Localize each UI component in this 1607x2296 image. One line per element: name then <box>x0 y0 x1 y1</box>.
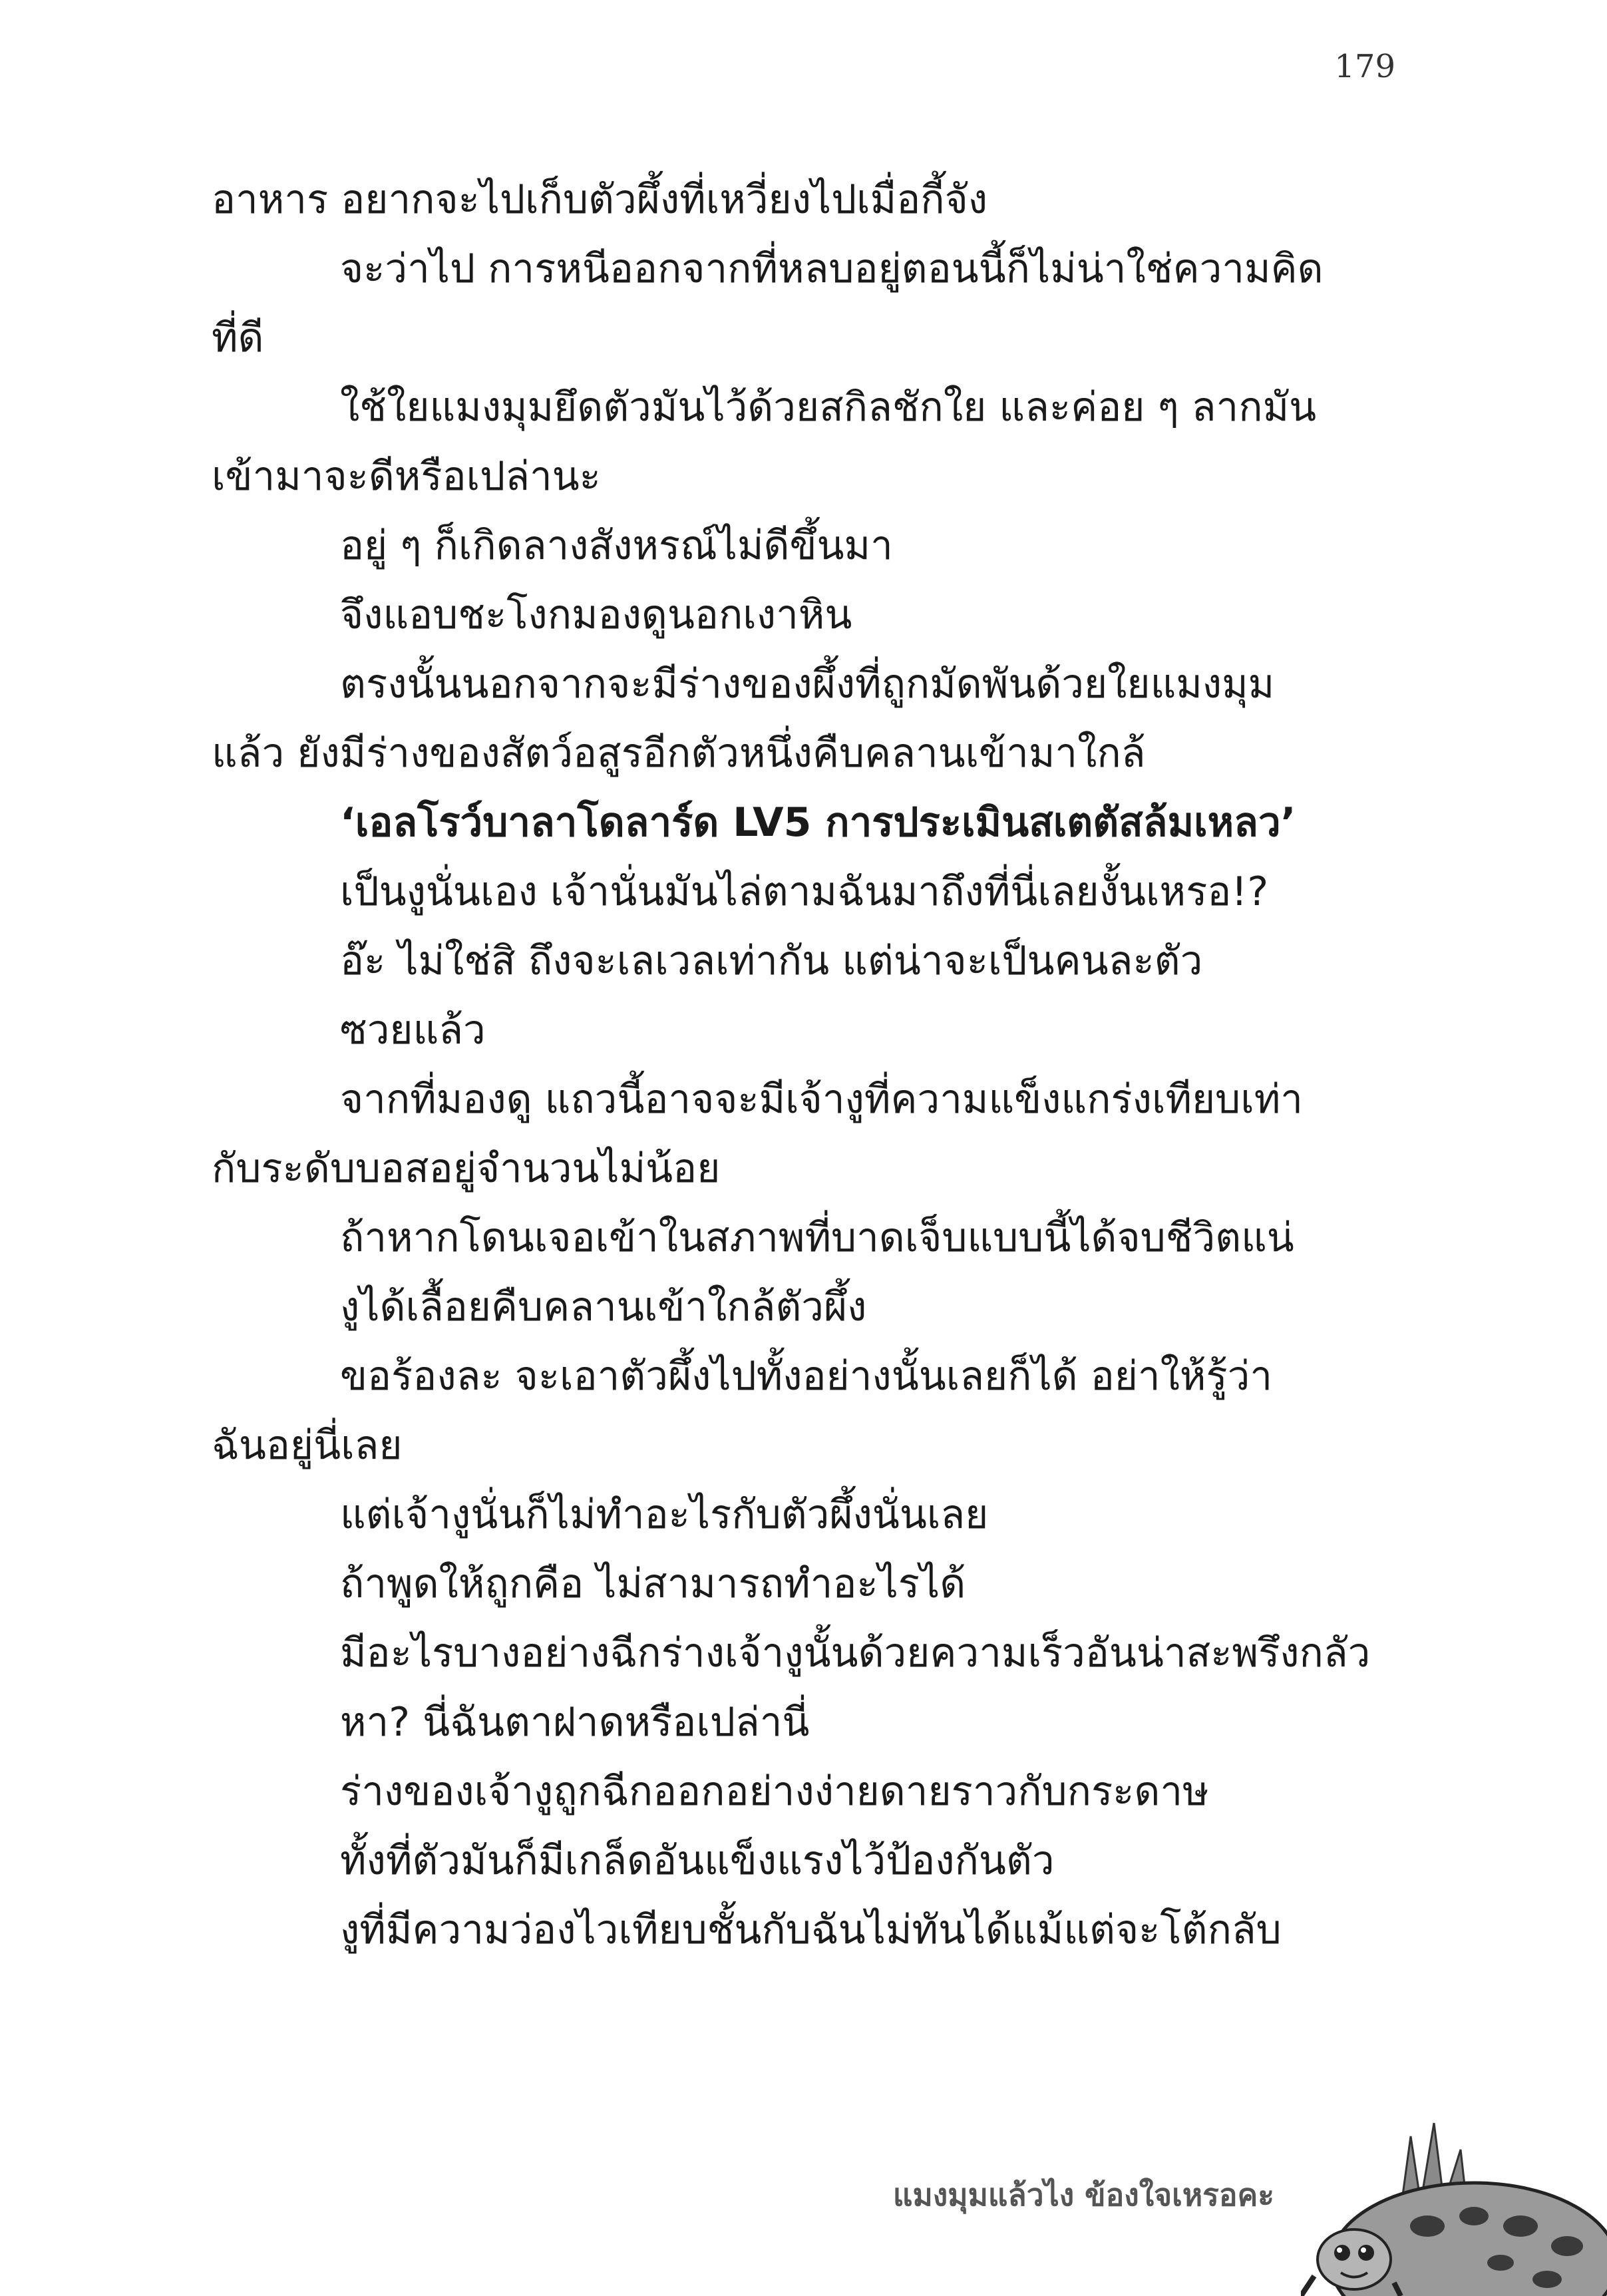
paragraph-line: จะว่าไป การหนีออกจากที่หลบอยู่ตอนนี้ก็ไม่น่าใช่ความคิด <box>340 246 1324 292</box>
paragraph-line: ทั้งที่ตัวมันก็มีเกล็ดอันแข็งแรงไว้ป้องกันตัว <box>340 1837 1055 1884</box>
status-appraisal-line: ‘เอลโรว์บาลาโดลาร์ด LV5 การประเมินสเตตัสล้มเหลว’ <box>340 799 1296 846</box>
paragraph-line: ร่างของเจ้างูถูกฉีกออกอย่างง่ายดายราวกับกระดาษ <box>340 1768 1209 1815</box>
paragraph-line: เข้ามาจะดีหรือเปล่านะ <box>212 453 601 500</box>
body-text <box>212 165 1403 1965</box>
paragraph-line: ถ้าหากโดนเจอเข้าในสภาพที่บาดเจ็บแบบนี้ได้จบชีวิตแน่ <box>340 1215 1294 1261</box>
paragraph-line: ซวยแล้ว <box>340 1007 486 1053</box>
page-number: 179 <box>1334 48 1395 85</box>
paragraph-line: กับระดับบอสอยู่จำนวนไม่น้อย <box>212 1145 721 1192</box>
paragraph-line: ฉันอยู่นี่เลย <box>212 1422 403 1469</box>
paragraph-line: ที่ดี <box>212 315 264 361</box>
paragraph-line: แต่เจ้างูนั่นก็ไม่ทำอะไรกับตัวผึ้งนั่นเลย <box>340 1491 989 1538</box>
paragraph-line: อยู่ ๆ ก็เกิดลางสังหรณ์ไม่ดีขึ้นมา <box>340 522 893 569</box>
paragraph-line: จากที่มองดู แถวนี้อาจจะมีเจ้างูที่ความแข็งแกร่งเทียบเท่า <box>340 1076 1304 1123</box>
paragraph-line: งูได้เลื้อยคืบคลานเข้าใกล้ตัวผึ้ง <box>340 1284 867 1330</box>
paragraph-line: ตรงนั้นนอกจากจะมีร่างของผึ้งที่ถูกมัดพันด้วยใยแมงมุม <box>340 661 1275 707</box>
paragraph-line: อ๊ะ ไม่ใช่สิ ถึงจะเลเวลเท่ากัน แต่น่าจะเป็นคนละตัว <box>340 938 1203 984</box>
paragraph-line: งูที่มีความว่องไวเทียบชั้นกับฉันไม่ทันได้แม้แต่จะโต้กลับ <box>340 1907 1282 1953</box>
paragraph-line: มีอะไรบางอย่างฉีกร่างเจ้างูนั้นด้วยความเร็วอันน่าสะพรึงกลัว <box>340 1630 1371 1676</box>
paragraph-line: อาหาร อยากจะไปเก็บตัวผึ้งที่เหวี่ยงไปเมื่อกี้จัง <box>212 176 988 223</box>
paragraph-line: เป็นงูนั่นเอง เจ้านั่นมันไล่ตามฉันมาถึงที่นี่เลยงั้นเหรอ!? <box>340 868 1269 915</box>
spider-mascot-icon <box>1301 2110 1607 2296</box>
paragraph-line: แล้ว ยังมีร่างของสัตว์อสูรอีกตัวหนึ่งคืบคลานเข้ามาใกล้ <box>212 730 1146 777</box>
paragraph-line: ขอร้องละ จะเอาตัวผึ้งไปทั้งอย่างนั้นเลยก็ได้ อย่าให้รู้ว่า <box>340 1353 1273 1400</box>
footer-book-title: แมงมุมแล้วไง ข้องใจเหรอคะ <box>892 2177 1274 2213</box>
paragraph-line: ใช้ใยแมงมุมยึดตัวมันไว้ด้วยสกิลชักใย และค่อย ๆ ลากมัน <box>340 384 1317 431</box>
paragraph-line: หา? นี่ฉันตาฝาดหรือเปล่านี่ <box>340 1699 810 1746</box>
paragraph-line: จึงแอบชะโงกมองดูนอกเงาหิน <box>340 592 852 638</box>
paragraph-line: ถ้าพูดให้ถูกคือ ไม่สามารถทำอะไรได้ <box>340 1561 966 1607</box>
